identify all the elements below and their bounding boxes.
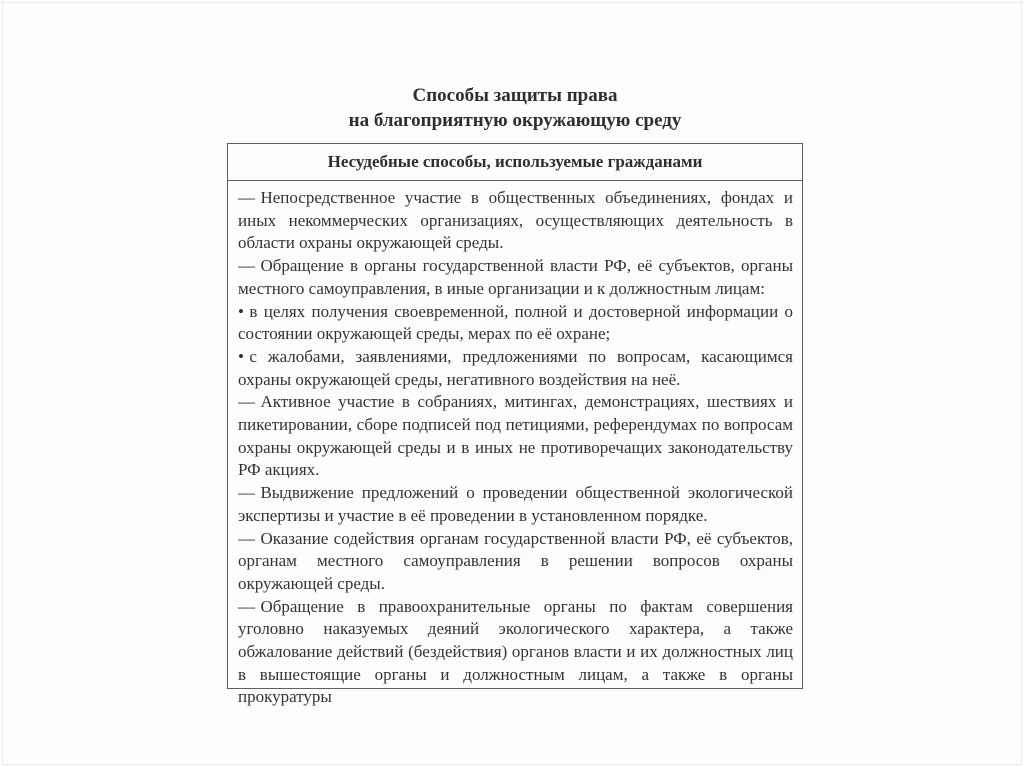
slide-title-line1: Способы защиты права: [412, 85, 618, 106]
list-item-text: в целях получения своевременной, полной и достоверной информации о состоянии окружающей среды, мерах по её охране;: [238, 301, 793, 344]
list-item-text: Обращение в правоохранительные органы по фактам совершения уголовно наказуемых деяний экологического характера, а также обжалование действий (бездействия) органов власти и их должностных лиц в вышестоящие органы и должностным лицам, а также в органы прокуратуры: [238, 596, 793, 707]
dash-marker: —: [238, 528, 255, 548]
list-item: [238, 301, 793, 346]
list-item-text: Активное участие в собраниях, митингах, демонстрациях, шествиях и пикетировании, сборе подписей под петициями, референдумах по вопросам охраны окружающей среды и в иных не противоречащих законодательству РФ акциях.: [238, 392, 793, 480]
list-item: [238, 528, 793, 596]
slide-title: [227, 83, 803, 133]
box-header-label: Несудебные способы, используемые гражданами: [327, 152, 703, 171]
list-item: [238, 391, 793, 482]
dash-marker: —: [238, 483, 255, 503]
list-item-text: Оказание содействия органам государственной власти РФ, её субъектов, органам местного самоуправления в решении вопросов охраны окружающей среды.: [238, 528, 793, 593]
box-header: [228, 144, 802, 181]
bullet-marker: •: [238, 346, 244, 366]
dash-marker: —: [238, 256, 255, 276]
list-item: [238, 482, 793, 527]
list-item-text: с жалобами, заявлениями, предложениями по вопросам, касающимся охраны окружающей среды, негативного воздействия на неё.: [238, 346, 793, 389]
list-item: [238, 346, 793, 391]
list-item-text: Непосредственное участие в общественных объединениях, фондах и иных некоммерческих организациях, осуществляющих деятельность в области охраны окружающей среды.: [238, 188, 793, 253]
list-item: [238, 596, 793, 710]
list-item-text: Выдвижение предложений о проведении общественной экологической экспертизы и участие в её проведении в установленном порядке.: [238, 483, 793, 525]
box-body: [228, 181, 802, 709]
content-box: [227, 143, 803, 707]
bullet-marker: •: [238, 301, 244, 321]
slide-title-line2: на благоприятную окружающую среду: [348, 110, 682, 131]
list-item: [238, 255, 793, 300]
list-item-text: Обращение в органы государственной власти РФ, её субъектов, органы местного самоуправления, в иные организации и к должностным лицам:: [238, 256, 793, 298]
list-item: [238, 187, 793, 255]
dash-marker: —: [238, 596, 255, 616]
dash-marker: —: [238, 188, 255, 207]
dash-marker: —: [238, 392, 255, 412]
